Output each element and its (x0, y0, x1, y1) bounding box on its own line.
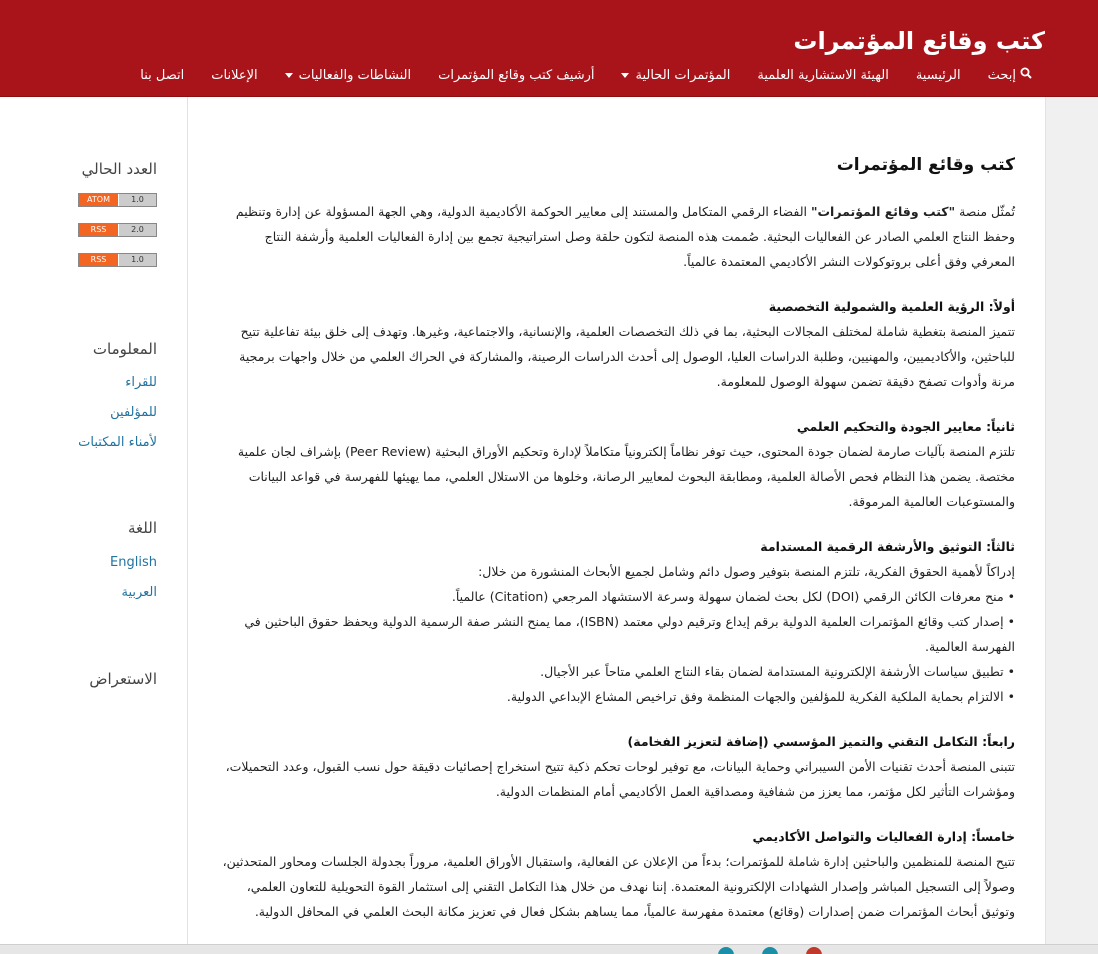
section-body: تتيح المنصة للمنظمين والباحثين إدارة شاملة للمؤتمرات؛ بدءاً من الإعلان عن الفعالية، واستقبال الأوراق العلمية، مروراً بجدولة الجلسات ومحاور المتحدثين، وصولاً إلى التسجيل المباشر وإصدار الشهادات الإلكترونية المعتمدة. إننا نهدف من خلال هذا التكامل التقني إلى استثمار القوة التحويلية للتعاون العلمي، وتوثيق أبحاث المؤتمرات ضمن إصدارات (وقائع) معتمدة مفهرسة عالمياً، مما يساهم بشكل فعال في تعزيز مكانة البحث العلمي في المحافل الدولية. (222, 854, 1015, 919)
section-title: رابعاً: التكامل التقني والتميز المؤسسي (إضافة لتعزيز الفخامة) (627, 734, 1015, 749)
feed-type: RSS (79, 254, 119, 266)
sidebar (0, 97, 187, 954)
section-archiving (217, 534, 1015, 709)
nav-advisory-board[interactable] (757, 67, 888, 83)
nav-contact[interactable] (140, 67, 184, 83)
article-content (217, 155, 1015, 944)
feed-type: RSS (79, 224, 119, 236)
feed-version: 1.0 (119, 254, 156, 266)
nav-home[interactable] (916, 67, 961, 83)
intro-paragraph: تُمثّل منصة "كتب وقائع المؤتمرات" الفضاء الرقمي المتكامل والمستند إلى معايير الحوكمة الأكاديمية الدولية، وهي الجهة المسؤولة عن إدارة وتنظيم وحفظ النتاج العلمي الصادر عن الفعاليات البحثية. صُممت هذه المنصة لتكون حلقة وصل استراتيجية تجمع بين إدارة الفعاليات العلمية وأرشفة النتاج المعرفي وفق أعلى بروتوكولات النشر الأكاديمي المعتمدة عالمياً. (235, 204, 1015, 269)
nav-contact-label: اتصل بنا (140, 67, 185, 83)
section-title: خامساً: إدارة الفعاليات والتواصل الأكاديمي (752, 829, 1015, 844)
nav-search[interactable] (988, 67, 1032, 83)
language-english[interactable]: English (110, 555, 157, 570)
section-title: أولاً: الرؤية العلمية والشمولية التخصصية (768, 299, 1015, 314)
atom-feed-button[interactable] (78, 193, 157, 207)
section-body: تتبنى المنصة أحدث تقنيات الأمن السيبراني وحماية البيانات، مع توفير لوحات تحكم ذكية تتيح استخراج إحصائيات دقيقة حول نسب القبول، وعدد التحميلات، ومؤشرات التأثير لكل مؤتمر، مما يعزز من شفافية ومصداقية العمل الأكاديمي أمام المنظمات الدولية. (225, 759, 1015, 799)
feed-version: 2.0 (119, 224, 156, 236)
page-gutter (1047, 97, 1098, 954)
section-tech (217, 729, 1015, 804)
list-item: • الالتزام بحماية الملكية الفكرية للمؤلفين والجهات المنظمة وفق تراخيص المشاع الإبداعي الدولية. (506, 689, 1015, 704)
page-title: كتب وقائع المؤتمرات (836, 155, 1015, 175)
browse-title: الاستعراض (89, 670, 157, 688)
platform-name: "كتب وقائع المؤتمرات" (810, 204, 956, 219)
list-item: • إصدار كتب وقائع المؤتمرات العلمية الدولية برقم إيداع وترقيم دولي معتمد (ISBN)، مما يمنح النشر صفة الرسمية الدولية ويحفظ حقوق الباحثين في الفهرسة العالمية. (244, 614, 1015, 654)
current-issue-title: العدد الحالي (81, 160, 157, 178)
section-body: إدراكاً لأهمية الحقوق الفكرية، تلتزم المنصة بتوفير وصول دائم وشامل لجميع الأبحاث المنشورة من خلال: (478, 564, 1015, 579)
bottom-taskbar (0, 944, 1098, 954)
nav-activities-label: النشاطات والفعاليات (298, 67, 412, 83)
nav-search-label: إبحث (987, 67, 1016, 83)
language-arabic[interactable]: العربية (121, 585, 157, 600)
nav-activities[interactable] (285, 67, 411, 83)
site-title[interactable]: كتب وقائع المؤتمرات (793, 27, 1045, 55)
rss1-feed-button[interactable] (78, 253, 157, 267)
nav-archive[interactable] (438, 67, 594, 83)
info-link-authors[interactable]: للمؤلفين (110, 405, 157, 420)
feed-type: ATOM (79, 194, 119, 206)
section-body: تتميز المنصة بتغطية شاملة لمختلف المجالات البحثية، بما في ذلك التخصصات العلمية، والإنسانية، والاجتماعية، وغيرها. وتهدف إلى خلق بيئة تفاعلية تتيح للباحثين، والأكاديميين، والمهنيين، وطلبة الدراسات العليا، الوصول إلى أحدث الدراسات الرصينة، والمشاركة في الحراك العلمي من خلال واجهات برمجية مرنة وأدوات تصفح دقيقة تضمن سهولة الوصول للمعلومة. (239, 324, 1015, 389)
nav-current-conferences-label: المؤتمرات الحالية (635, 67, 731, 83)
section-vision (217, 294, 1015, 394)
main-nav (113, 67, 1032, 83)
nav-current-conferences[interactable] (621, 67, 730, 83)
main-content-panel (187, 97, 1046, 954)
section-body: تلتزم المنصة بآليات صارمة لضمان جودة المحتوى، حيث توفر نظاماً إلكترونياً متكاملاً لإدارة وتحكيم الأوراق البحثية (Peer Review) بإشراف لجان علمية مختصة. يضمن هذا النظام فحص الأصالة العلمية، ومطابقة البحوث لمعايير الرصانة، وخلوها من الاستلال العلمي، مما يهيئها للفهرسة في قواعد البيانات والمستوعبات العالمية المرموقة. (237, 444, 1015, 509)
nav-announcements-label: الإعلانات (211, 67, 258, 83)
nav-announcements[interactable] (211, 67, 257, 83)
chevron-down-icon (285, 73, 293, 78)
nav-advisory-board-label: الهيئة الاستشارية العلمية (757, 67, 889, 83)
feed-version: 1.0 (119, 194, 156, 206)
section-title: ثالثاً: التوثيق والأرشفة الرقمية المستدامة (760, 539, 1015, 554)
site-header (0, 0, 1098, 97)
information-title: المعلومات (92, 340, 157, 358)
rss2-feed-button[interactable] (78, 223, 157, 237)
list-item: • تطبيق سياسات الأرشفة الإلكترونية المستدامة لضمان بقاء النتاج العلمي متاحاً عبر الأجيال. (540, 664, 1015, 679)
info-link-librarians[interactable]: لأمناء المكتبات (78, 435, 157, 450)
nav-archive-label: أرشيف كتب وقائع المؤتمرات (438, 67, 595, 83)
info-link-readers[interactable]: للقراء (125, 375, 157, 390)
list-item: • منح معرفات الكائن الرقمي (DOI) لكل بحث لضمان سهولة وسرعة الاستشهاد المرجعي (Citation) عالمياً. (451, 589, 1015, 604)
chevron-down-icon (621, 73, 629, 78)
language-title: اللغة (128, 519, 157, 537)
nav-home-label: الرئيسية (915, 67, 961, 83)
section-events (217, 824, 1015, 924)
section-quality (217, 414, 1015, 514)
section-title: ثانياً: معايير الجودة والتحكيم العلمي (796, 419, 1015, 434)
search-icon (1020, 67, 1032, 83)
